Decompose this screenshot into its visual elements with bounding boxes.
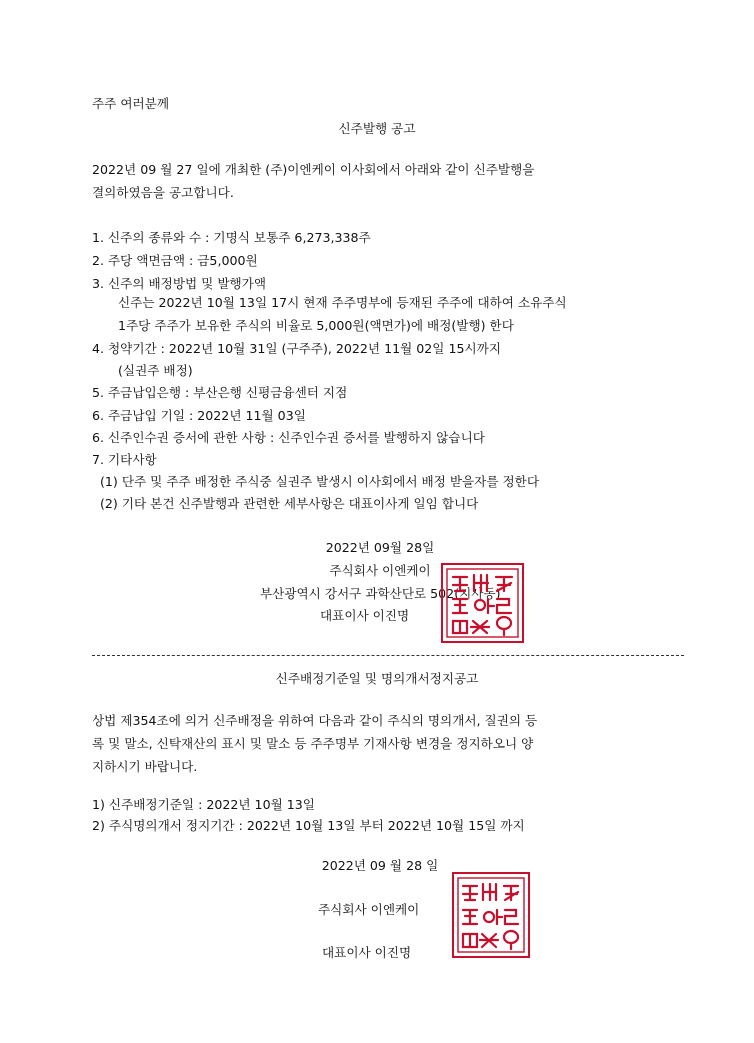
notice1-item: 1주당 주주가 보유한 주식의 비율로 5,000원(액면가)에 배정(발행) 한다	[118, 318, 514, 333]
notice2-item: 2) 주식명의개서 정지기간 : 2022년 10월 13일 부터 2022년 10월 15일 까지	[92, 818, 525, 833]
notice1-item: 3. 신주의 배정방법 및 발행가액	[92, 276, 267, 291]
notice1-date: 2022년 09월 28일	[325, 540, 435, 555]
notice1-company: 주식회사 이엔케이	[329, 563, 431, 578]
notice1-item: 1. 신주의 종류와 수 : 기명식 보통주 6,273,338주	[92, 230, 371, 245]
seal-glyph-icon	[443, 565, 522, 641]
notice1-item: 2. 주당 액면금액 : 금5,000원	[92, 253, 258, 268]
notice1-ceo: 대표이사 이진명	[320, 608, 410, 623]
notice1-address: 부산광역시 강서구 과학산단로 502(지사동)	[260, 586, 501, 601]
greeting: 주주 여러분께	[92, 96, 169, 111]
seal-glyph-icon	[454, 874, 528, 956]
notice1-item: 7. 기타사항	[92, 452, 157, 467]
company-seal	[441, 563, 524, 643]
notice1-item: (1) 단주 및 주주 배정한 주식중 실권주 발생시 이사회에서 배정 받을자를 정한다	[100, 474, 540, 489]
notice1-item: (2) 기타 본건 신주발행과 관련한 세부사항은 대표이사게 일임 합니다	[100, 496, 479, 511]
notice2-body-line3: 지하시기 바랍니다.	[92, 759, 198, 774]
notice2-title: 신주배정기준일 및 명의개서정지공고	[275, 671, 479, 686]
notice1-item: 5. 주금납입은행 : 부산은행 신평금융센터 지점	[92, 385, 348, 400]
notice2-body-line2: 록 및 말소, 신탁재산의 표시 및 말소 등 주주명부 기재사항 변경을 정지하오니 양	[92, 736, 534, 751]
section-divider	[92, 655, 684, 656]
notice2-body-line1: 상법 제354조에 의거 신주배정을 위하여 다음과 같이 주식의 명의개서, 질권의 등	[92, 713, 538, 728]
company-seal	[452, 872, 530, 958]
notice1-intro-line1: 2022년 09 월 27 일에 개최한 (주)이엔케이 이사회에서 아래와 같이 신주발행을	[92, 162, 535, 177]
notice2-company: 주식회사 이엔케이	[318, 902, 420, 917]
notice1-title: 신주발행 공고	[338, 121, 416, 136]
notice1-item: 신주는 2022년 10월 13일 17시 현재 주주명부에 등재된 주주에 대하여 소유주식	[118, 295, 567, 310]
notice1-item: 6. 주금납입 기일 : 2022년 11월 03일	[92, 408, 306, 423]
notice2-item: 1) 신주배정기준일 : 2022년 10월 13일	[92, 797, 315, 812]
notice2-date: 2022년 09 월 28 일	[321, 858, 439, 873]
notice1-item: 6. 신주인수권 증서에 관한 사항 : 신주인수권 증서를 발행하지 않습니다	[92, 430, 485, 445]
notice2-ceo: 대표이사 이진명	[322, 945, 412, 960]
notice1-item: (실권주 배정)	[118, 363, 193, 378]
notice1-intro-line2: 결의하였음을 공고합니다.	[92, 185, 234, 200]
notice1-item: 4. 청약기간 : 2022년 10월 31일 (구주주), 2022년 11월 02일 15시까지	[92, 341, 501, 356]
